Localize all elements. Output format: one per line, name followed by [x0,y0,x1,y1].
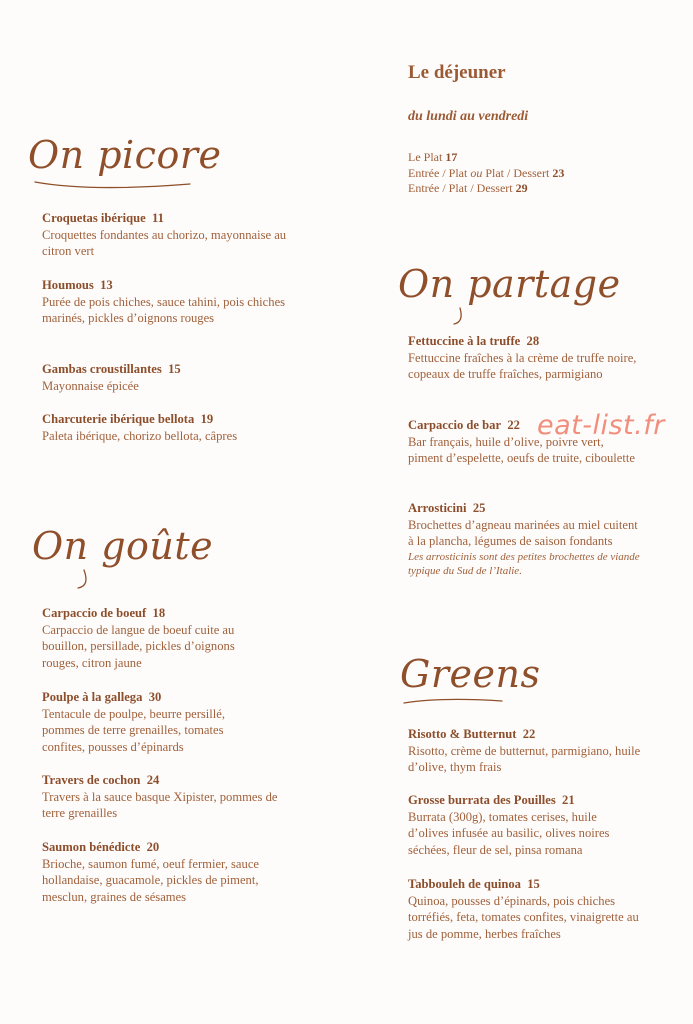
menu-item-houmous: Houmous 13 Purée de pois chiches, sauce tahini, pois chiches marinés, pickles d’oignons rouges [42,278,286,326]
menu-item-charcuterie: Charcuterie ibérique bellota 19 Paleta ibérique, chorizo bellota, câpres [42,412,238,443]
lunch-title: Le déjeuner [408,62,506,83]
watermark: eat-list.fr [537,410,665,441]
menu-item-carpaccio-bar: Carpaccio de bar 22 Bar français, huile d’olive, poivre vert, piment d’espelette, oeufs de truite, ciboulette [408,418,635,466]
menu-item-gambas: Gambas croustillantes 15 Mayonnaise épicée [42,362,181,393]
lunch-subtitle: du lundi au vendredi [408,109,529,124]
menu-item-risotto: Risotto & Butternut 22 Risotto, crème de butternut, parmigiano, huile d’olive, thym frais [408,727,641,775]
flourish-on-picore [30,178,200,208]
arrosticini-note: Les arrosticinis sont des petites brochettes de viande typique du Sud de l’Italie. [408,550,640,578]
menu-item-poulpe: Poulpe à la gallega 30 Tentacule de poulpe, beurre persillé, pommes de terre grenailles, tomates confites, pousses d’épinards [42,690,226,754]
menu-item-carpaccio-boeuf: Carpaccio de boeuf 18 Carpaccio de langue de boeuf cuite au bouillon, persillade, pickles d’oignons rouges, citron jaune [42,606,235,670]
formula-entree-plat-or-plat-dessert: Entrée / Plat ou Plat / Dessert 23 [408,165,565,180]
menu-item-fettuccine: Fettuccine à la truffe 28 Fettuccine fraîches à la crème de truffe noire, copeaux de truffe fraîches, parmigiano [408,334,637,382]
menu-item-croquetas: Croquetas ibérique 11 Croquettes fondantes au chorizo, mayonnaise au citron vert [42,211,287,259]
menu-item-arrosticini: Arrosticini 25 Brochettes d’agneau marinées au miel cuitent à la plancha, légumes de saison fondants Les arrosticinis sont des petites brochettes de viande typique du Sud de l’Italie. [408,501,640,578]
formula-plat: Le Plat 17 [408,150,458,164]
menu-item-tabbouleh: Tabbouleh de quinoa 15 Quinoa, pousses d’épinards, pois chiches torréfiés, feta, tomates confites, vinaigrette au jus de pomme, herbes fraîches [408,877,639,941]
menu-item-travers: Travers de cochon 24 Travers à la sauce basque Xipister, pommes de terre grenailles [42,773,278,821]
section-title-greens: Greens [400,652,541,696]
formula-entree-plat-dessert: Entrée / Plat / Dessert 29 [408,181,528,195]
flourish-on-goute [34,568,184,592]
menu-item-burrata: Grosse burrata des Pouilles 21 Burrata (300g), tomates cerises, huile d’olives infusée au basilic, olives noires séchées, fleur de sel, pinsa romana [408,793,610,857]
section-title-on-goute: On goûte [32,524,214,568]
menu-item-saumon: Saumon bénédicte 20 Brioche, saumon fumé, oeuf fermier, sauce hollandaise, guacamole, pickles de piment, mesclun, graines de sésames [42,840,260,904]
lunch-formulas [408,150,564,197]
flourish-greens [402,695,522,713]
flourish-on-partage [400,306,580,330]
section-title-on-picore: On picore [28,133,222,177]
section-title-on-partage: On partage [398,262,621,306]
